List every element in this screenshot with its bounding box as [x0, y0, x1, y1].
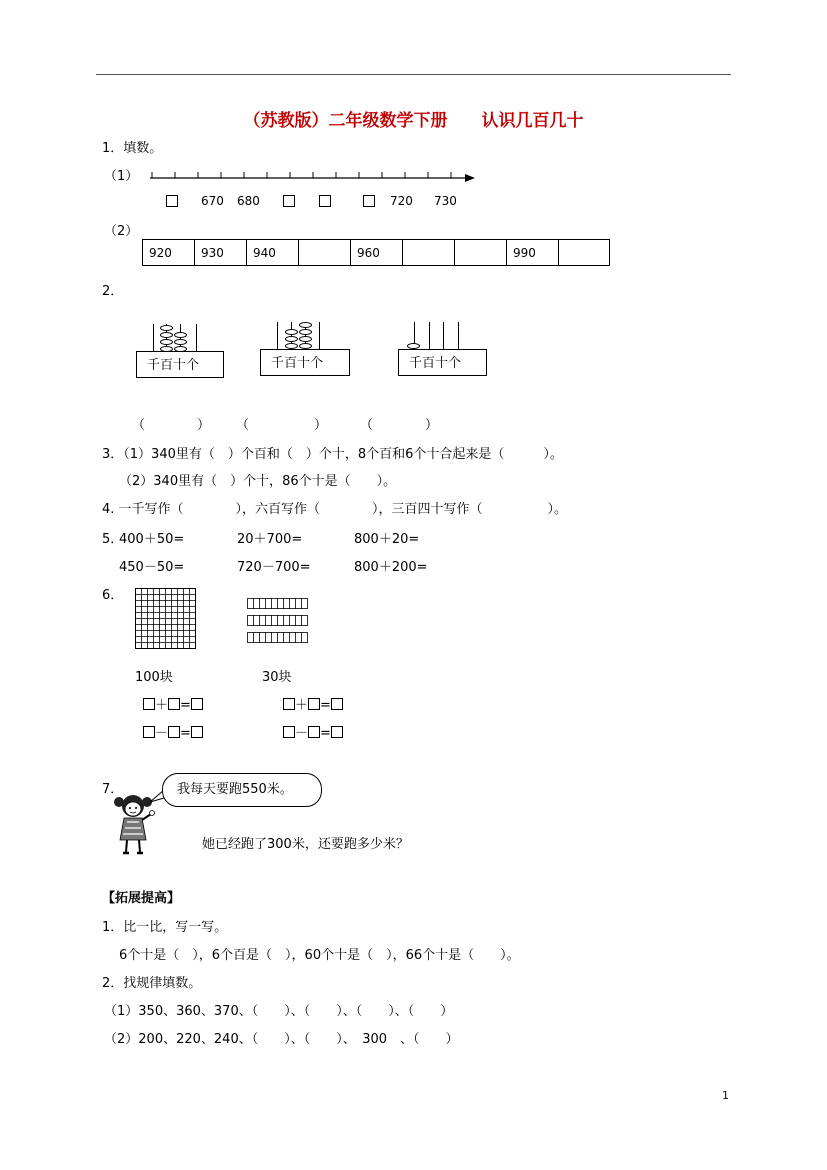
- blank-box[interactable]: [308, 726, 320, 738]
- page-title: （苏教版）二年级数学下册 认识几百几十: [243, 111, 584, 131]
- q1-part1-label: （1）: [104, 169, 139, 184]
- abacus-label: 千百十个: [260, 349, 350, 376]
- grid-cell[interactable]: [299, 240, 351, 266]
- grid-cell[interactable]: [455, 240, 507, 266]
- blank-box[interactable]: [331, 726, 343, 738]
- equation: 450－50=: [119, 560, 185, 575]
- answer-blank[interactable]: （ ）: [236, 418, 328, 433]
- equation-template: ＋ =: [283, 694, 343, 713]
- blank-box[interactable]: [363, 195, 375, 207]
- grid-cell[interactable]: [559, 240, 610, 266]
- extension-heading: 【拓展提高】: [102, 891, 181, 906]
- grid-cell[interactable]: [403, 240, 455, 266]
- blank-box[interactable]: [166, 195, 178, 207]
- numberline-label: 720: [390, 194, 413, 208]
- grid-cell: 930: [195, 240, 247, 266]
- numberline-label: 680: [237, 194, 260, 208]
- caption-30: 30块: [262, 670, 292, 685]
- q4-line: 4. 一千写作（ ），六百写作（ ），三百四十写作（ ）。: [102, 502, 568, 517]
- number-grid: [142, 239, 610, 266]
- q3-line1: 3．（1）340里有（ ）个百和（ ）个十，8个百和6个十合起来是（ ）。: [102, 447, 563, 462]
- answer-blank[interactable]: （ ）: [360, 418, 439, 433]
- blank-box[interactable]: [319, 195, 331, 207]
- numberline-label: 670: [201, 194, 224, 208]
- blank-box[interactable]: [143, 726, 155, 738]
- blank-box[interactable]: [191, 698, 203, 710]
- blank-box[interactable]: [283, 698, 295, 710]
- answer-blank[interactable]: （ ）: [132, 418, 211, 433]
- blank-box[interactable]: [308, 698, 320, 710]
- q3-line2: （2）340里有（ ）个十，86个十是（ ）。: [119, 474, 397, 489]
- grid-cell: 960: [351, 240, 403, 266]
- ten-rods-icon: [247, 598, 309, 646]
- header-rule: [96, 74, 731, 75]
- blank-box[interactable]: [331, 698, 343, 710]
- grid-cell: 990: [507, 240, 559, 266]
- q1-part2-label: （2）: [104, 224, 139, 239]
- q6-label: 6．: [102, 588, 124, 603]
- q2-label: 2．: [102, 284, 124, 299]
- abacus-label: 千百十个: [398, 349, 487, 376]
- blank-box[interactable]: [283, 726, 295, 738]
- numberline-label: 730: [434, 194, 457, 208]
- ext-q2-line1: （1）350、360、370、（ ）、（ ）、（ ）、（ ）: [104, 1004, 454, 1019]
- equation: 800＋20=: [354, 532, 420, 547]
- ext-q1-label: 1．比一比，写一写。: [102, 920, 228, 935]
- q7-label: 7．: [102, 782, 124, 797]
- blank-box[interactable]: [143, 698, 155, 710]
- equation: 20＋700=: [237, 532, 303, 547]
- caption-100: 100块: [135, 670, 173, 685]
- q7-question: 她已经跑了300米，还要跑多少米？: [202, 837, 409, 852]
- ext-q2-label: 2．找规律填数。: [102, 976, 202, 991]
- blank-box[interactable]: [191, 726, 203, 738]
- equation: 720－700=: [237, 560, 311, 575]
- number-line: [145, 170, 475, 186]
- abacus-label: 千百十个: [136, 351, 224, 378]
- ext-q2-line2: （2）200、220、240、（ ）、（ ）、 300 、（ ）: [104, 1032, 459, 1047]
- ext-q1-text: 6个十是（ ），6个百是（ ），60个十是（ ），66个十是（ ）。: [119, 948, 520, 963]
- speech-bubble: 我每天要跑550米。: [162, 773, 322, 807]
- blank-box[interactable]: [168, 698, 180, 710]
- equation: 400＋50=: [119, 532, 185, 547]
- grid-cell: 940: [247, 240, 299, 266]
- blank-box[interactable]: [168, 726, 180, 738]
- equation-template: － =: [283, 722, 343, 741]
- equation-template: － =: [143, 722, 203, 741]
- grid-cell: 920: [143, 240, 195, 266]
- q5-label: 5．: [102, 532, 124, 547]
- blank-box[interactable]: [283, 195, 295, 207]
- equation-template: ＋ =: [143, 694, 203, 713]
- equation: 800＋200=: [354, 560, 428, 575]
- q1-label: 1．填数。: [102, 141, 163, 156]
- hundred-block-icon: [135, 588, 197, 650]
- page-number: 1: [722, 1089, 729, 1102]
